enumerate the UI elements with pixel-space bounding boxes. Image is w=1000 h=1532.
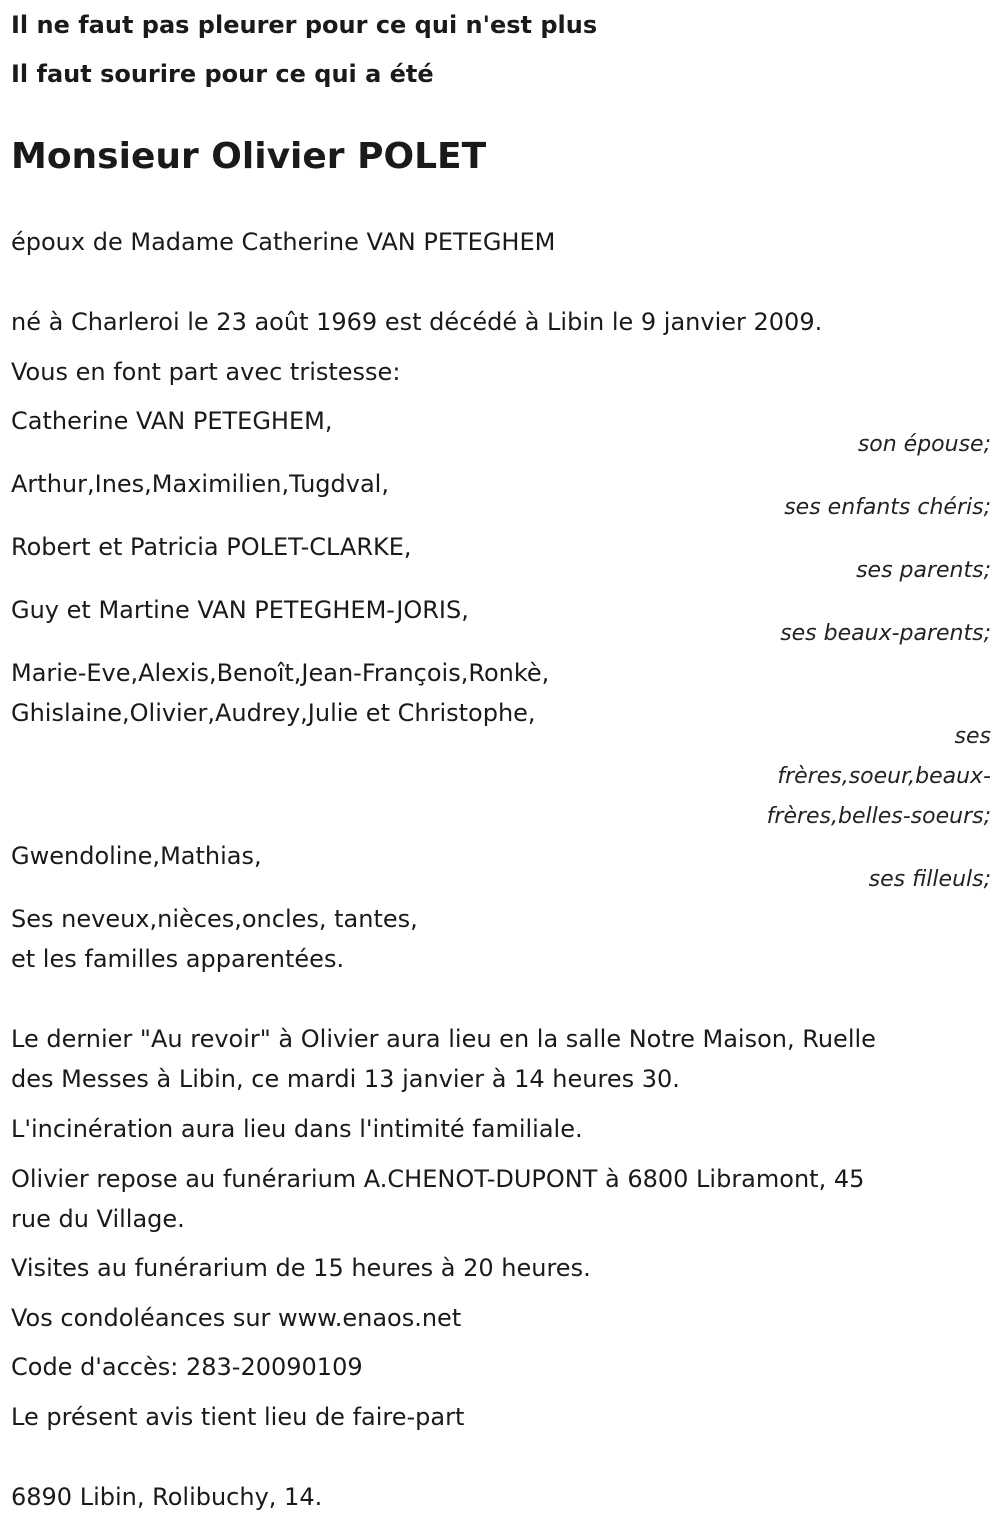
access-code-line: Code d'accès: 283-20090109 [11, 1353, 363, 1381]
family-names-continued: Ghislaine,Olivier,Audrey,Julie et Christophe, [11, 699, 536, 727]
quote-line-2: Il faut sourire pour ce qui a été [11, 60, 434, 88]
cremation-line: L'incinération aura lieu dans l'intimité familiale. [11, 1115, 583, 1143]
extended-family-line-2: et les familles apparentées. [11, 945, 345, 973]
extended-family-line-1: Ses neveux,nièces,oncles, tantes, [11, 905, 418, 933]
ceremony-line-1: Le dernier "Au revoir" à Olivier aura lieu en la salle Notre Maison, Ruelle [11, 1025, 876, 1053]
address-line: 6890 Libin, Rolibuchy, 14. [11, 1483, 323, 1511]
family-relation-continued: frères,belles-soeurs; [766, 804, 991, 829]
family-names: Robert et Patricia POLET-CLARKE, [11, 533, 412, 561]
notice-line: Le présent avis tient lieu de faire-part [11, 1403, 465, 1431]
spouse-line: époux de Madame Catherine VAN PETEGHEM [11, 228, 556, 256]
family-relation-continued: frères,soeur,beaux- [777, 764, 991, 789]
family-names: Gwendoline,Mathias, [11, 842, 262, 870]
visits-line: Visites au funérarium de 15 heures à 20 heures. [11, 1254, 591, 1282]
ceremony-line-2: des Messes à Libin, ce mardi 13 janvier à 14 heures 30. [11, 1065, 680, 1093]
family-relation: ses [954, 724, 991, 749]
family-relation: ses filleuls; [868, 867, 991, 892]
family-names: Guy et Martine VAN PETEGHEM-JORIS, [11, 596, 469, 624]
announce-line: Vous en font part avec tristesse: [11, 358, 401, 386]
family-relation: ses enfants chéris; [784, 495, 991, 520]
family-names: Arthur,Ines,Maximilien,Tugdval, [11, 470, 389, 498]
deceased-name: Monsieur Olivier POLET [11, 136, 487, 177]
quote-line-1: Il ne faut pas pleurer pour ce qui n'est plus [11, 11, 598, 39]
birth-death-line: né à Charleroi le 23 août 1969 est décédé à Libin le 9 janvier 2009. [11, 308, 823, 336]
family-names: Catherine VAN PETEGHEM, [11, 407, 333, 435]
family-relation: ses beaux-parents; [780, 621, 991, 646]
family-relation: ses parents; [856, 558, 991, 583]
condolences-line: Vos condoléances sur www.enaos.net [11, 1304, 462, 1332]
family-relation: son épouse; [857, 432, 991, 457]
family-names: Marie-Eve,Alexis,Benoît,Jean-François,Ronkè, [11, 659, 550, 687]
funeral-home-line-2: rue du Village. [11, 1205, 185, 1233]
funeral-home-line-1: Olivier repose au funérarium A.CHENOT-DUPONT à 6800 Libramont, 45 [11, 1165, 865, 1193]
